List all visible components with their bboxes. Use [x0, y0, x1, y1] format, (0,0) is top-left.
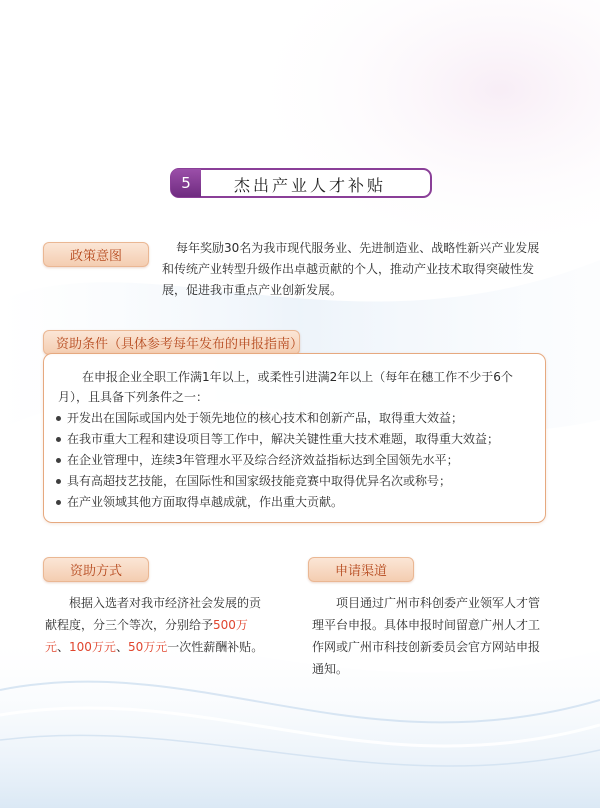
bullet-icon	[56, 437, 61, 442]
list-item: 具有高超技艺技能，在国际性和国家级技能竞赛中取得优异名次或称号；	[56, 471, 540, 492]
section-number: 5	[171, 169, 201, 197]
conditions-tag: 资助条件（具体参考每年发布的申报指南）	[43, 330, 300, 355]
section-title: 杰出产业人才补贴	[234, 176, 387, 195]
conditions-list	[56, 408, 540, 513]
list-item: 在我市重大工程和建设项目等工作中，解决关键性重大技术难题，取得重大效益；	[56, 429, 540, 450]
funding-text: 根据入选者对我市经济社会发展的贡献程度，分三个等次，分别给予500万元、100万元、50万元一次性薪酬补贴。	[45, 596, 264, 654]
bullet-icon	[56, 416, 61, 421]
channel-tag: 申请渠道	[308, 557, 414, 582]
section-title-box	[170, 168, 432, 198]
amount-500: 500万元	[45, 618, 248, 654]
bullet-icon	[56, 500, 61, 505]
bullet-icon	[56, 458, 61, 463]
amount-50: 50万元	[127, 640, 168, 654]
bullet-icon	[56, 479, 61, 484]
policy-tag: 政策意图	[43, 242, 149, 267]
amount-100: 100万元	[69, 640, 116, 654]
conditions-box	[43, 353, 546, 523]
funding-tag: 资助方式	[43, 557, 149, 582]
list-item: 开发出在国际或国内处于领先地位的核心技术和创新产品，取得重大效益；	[56, 408, 540, 429]
channel-text: 项目通过广州市科创委产业领军人才管理平台申报。具体申报时间留意广州人才工作网或广州市科技创新委员会官方网站申报通知。	[312, 596, 541, 676]
list-item: 在企业管理中，连续3年管理水平及综合经济效益指标达到全国领先水平；	[56, 450, 540, 471]
policy-text: 每年奖励30名为我市现代服务业、先进制造业、战略性新兴产业发展和传统产业转型升级作出卓越贡献的个人，推动产业技术取得突破性发展，促进我市重点产业创新发展。	[162, 241, 540, 297]
list-item: 在产业领域其他方面取得卓越成就，作出重大贡献。	[56, 492, 540, 513]
conditions-intro: 在申报企业全职工作满1年以上，或柔性引进满2年以上（每年在穗工作不少于6个月），且具备下列条件之一：	[58, 370, 513, 404]
